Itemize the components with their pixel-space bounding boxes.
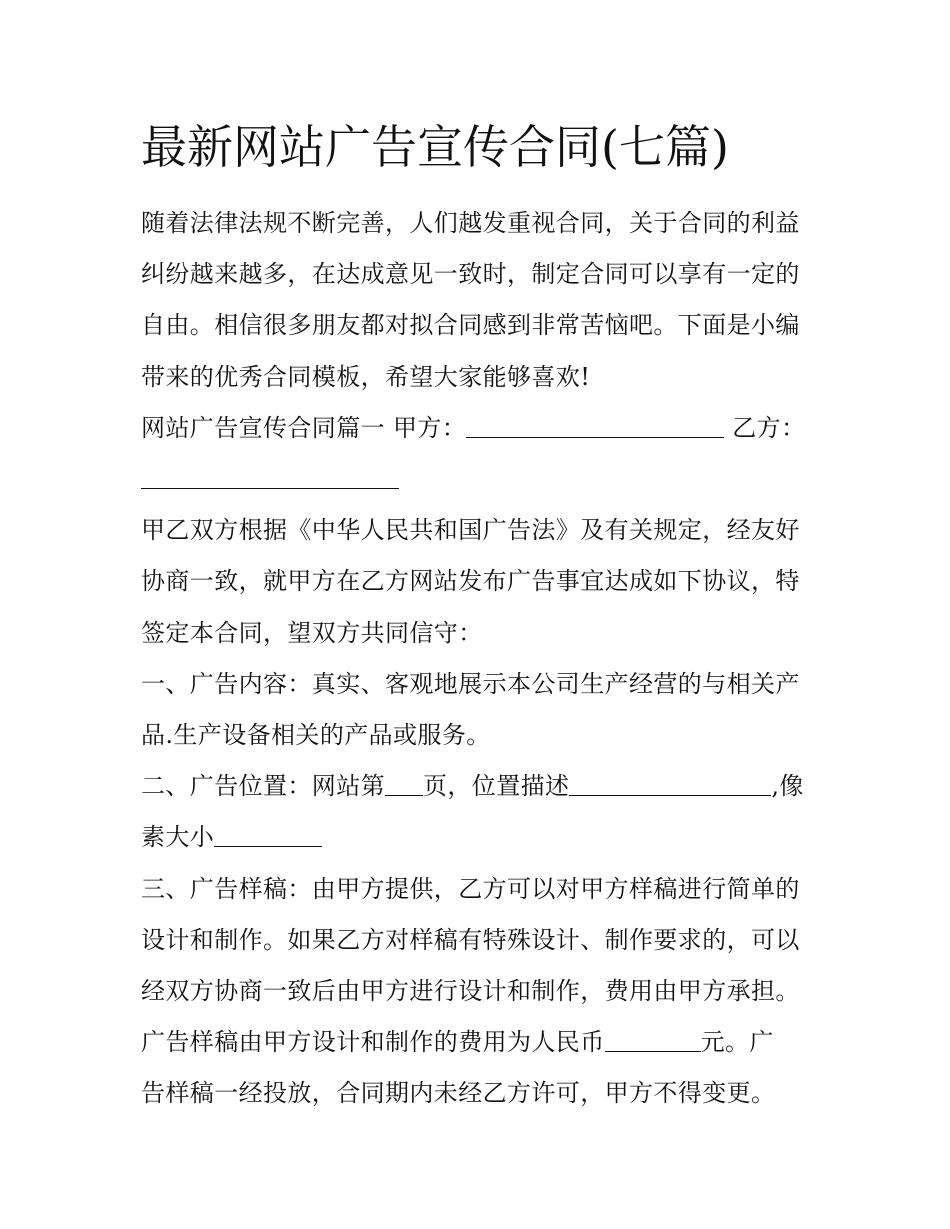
document-content: [141, 112, 821, 1120]
parties-paragraph: [141, 403, 821, 505]
item-1-paragraph: [141, 659, 821, 761]
item-2-prefix: 二、广告位置：网站第: [141, 772, 385, 801]
item-3-fee-line: [141, 1017, 821, 1068]
item-2-suffix: ,像: [771, 772, 804, 801]
position-description-blank: [569, 775, 771, 796]
item-3-paragraph: [141, 864, 821, 1120]
item-3-fee-prefix: 广告样稿由甲方设计和制作的费用为人民币: [141, 1028, 605, 1057]
item-1-line: 品.生产设备相关的产品或服务。: [141, 721, 491, 750]
item-2-paragraph: [141, 761, 821, 863]
parties-line-2: [141, 454, 821, 505]
basis-line: 签定本合同，望双方共同信守：: [141, 618, 483, 647]
item-1-line: 一、广告内容：真实、客观地展示本公司生产经营的与相关产: [141, 669, 800, 698]
party-a-label: 网站广告宣传合同篇一 甲方：: [141, 413, 467, 442]
item-2-line-2: [141, 812, 821, 863]
party-b-label: 乙方：: [724, 413, 806, 442]
item-3-fee-suffix: 元。广: [700, 1028, 774, 1057]
page-number-blank: [385, 775, 423, 796]
item-3-line: 经双方协商一致后由甲方进行设计和制作，费用由甲方承担。: [141, 977, 800, 1006]
basis-line: 甲乙双方根据《中华人民共和国广告法》及有关规定，经友好: [141, 516, 800, 545]
item-3-line: 设计和制作。如果乙方对样稿有特殊设计、制作要求的，可以: [141, 925, 800, 954]
intro-line: 自由。相信很多朋友都对拟合同感到非常苦恼吧。下面是小编: [141, 311, 800, 340]
item-3-line: 三、广告样稿：由甲方提供，乙方可以对甲方样稿进行简单的: [141, 874, 800, 903]
item-2-line2-prefix: 素大小: [141, 823, 215, 852]
party-b-blank: [141, 468, 399, 489]
intro-line: 随着法律法规不断完善，人们越发重视合同，关于合同的利益: [141, 209, 800, 237]
parties-line: [141, 403, 821, 454]
party-a-blank: [466, 417, 724, 438]
item-2-mid: 页，位置描述: [423, 772, 570, 801]
intro-paragraph: [141, 198, 821, 403]
pixel-size-blank: [214, 826, 322, 847]
document-title: 最新网站广告宣传合同(七篇): [141, 120, 729, 174]
basis-line: 协商一致，就甲方在乙方网站发布广告事宜达成如下协议，特: [141, 567, 800, 596]
intro-line: 带来的优秀合同模板，希望大家能够喜欢!: [141, 362, 591, 391]
basis-paragraph: [141, 505, 821, 659]
item-2-line: [141, 761, 821, 812]
intro-line: 纠纷越来越多，在达成意见一致时，制定合同可以享有一定的: [141, 260, 800, 289]
item-3-line: 告样稿一经投放，合同期内未经乙方许可，甲方不得变更。: [141, 1079, 776, 1108]
design-fee-blank: [605, 1031, 701, 1052]
